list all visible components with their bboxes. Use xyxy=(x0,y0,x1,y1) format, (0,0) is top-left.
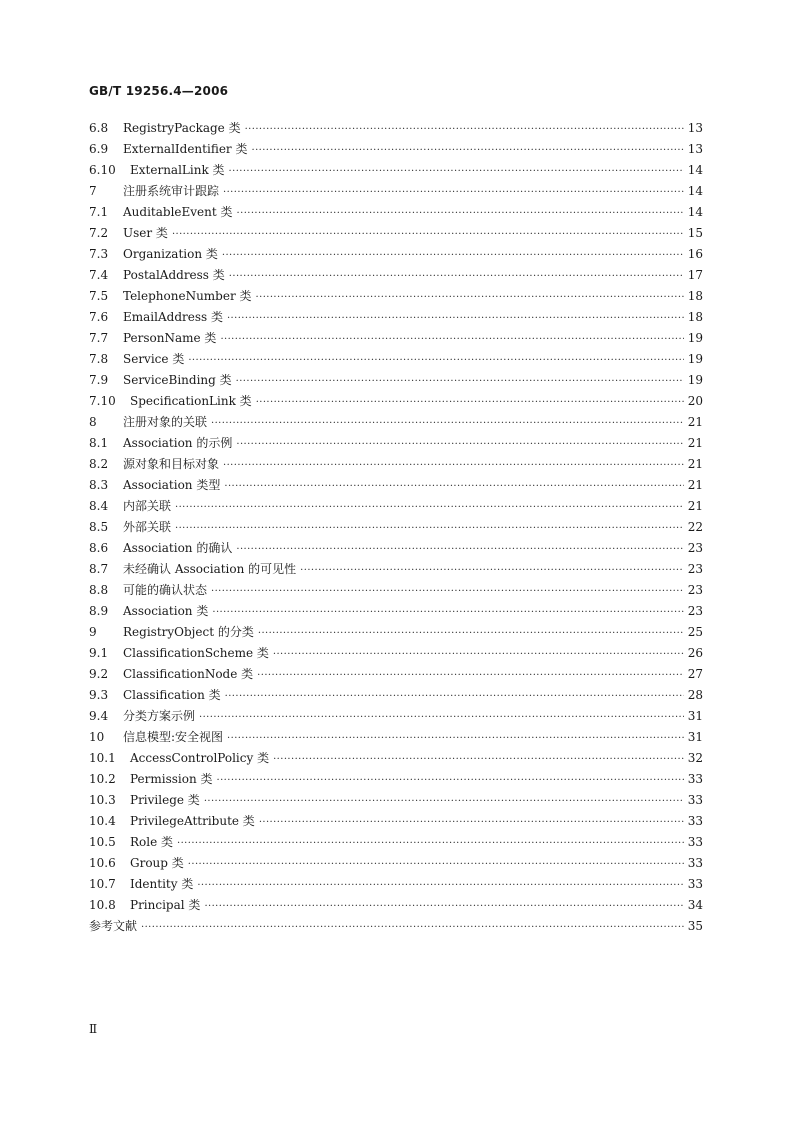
toc-entry xyxy=(89,223,703,244)
toc-entry xyxy=(89,454,703,475)
toc-dot-leader xyxy=(141,917,684,938)
toc-page-number: 26 xyxy=(687,646,703,660)
toc-section-number: 7.4 xyxy=(89,268,109,282)
toc-section-title: ExternalLink 类 xyxy=(130,163,225,177)
toc-page-number: 21 xyxy=(687,478,703,492)
toc-entry xyxy=(89,643,703,664)
toc-page-number: 19 xyxy=(687,373,703,387)
toc-section-title: Principal 类 xyxy=(130,898,201,912)
toc-section-number: 10.7 xyxy=(89,877,116,891)
toc-section-number: 7.1 xyxy=(89,205,109,219)
toc-section-number: 7 xyxy=(89,184,97,198)
toc-section-number: 8 xyxy=(89,415,97,429)
toc-dot-leader xyxy=(273,644,684,665)
toc-section-title: TelephoneNumber 类 xyxy=(123,289,252,303)
toc-dot-leader xyxy=(177,833,684,854)
toc-dot-leader xyxy=(227,728,684,749)
toc-section-title: ExternalIdentifier 类 xyxy=(123,142,248,156)
table-of-contents xyxy=(89,118,703,937)
toc-page-number: 14 xyxy=(687,184,703,198)
toc-page-number: 23 xyxy=(687,562,703,576)
toc-entry xyxy=(89,265,703,286)
toc-entry xyxy=(89,706,703,727)
toc-entry xyxy=(89,811,703,832)
toc-dot-leader xyxy=(223,455,684,476)
toc-section-title: 分类方案示例 xyxy=(123,709,196,723)
toc-section-title: 内部关联 xyxy=(123,499,172,513)
toc-entry xyxy=(89,559,703,580)
toc-dot-leader xyxy=(300,560,684,581)
toc-section-title: SpecificationLink 类 xyxy=(130,394,252,408)
toc-entry xyxy=(89,685,703,706)
toc-section-number: 7.3 xyxy=(89,247,109,261)
toc-section-title: 信息模型:安全视图 xyxy=(123,730,224,744)
toc-section-number: 6.8 xyxy=(89,121,109,135)
toc-page-number: 22 xyxy=(687,520,703,534)
toc-section-number: 6.10 xyxy=(89,163,116,177)
toc-page-number: 27 xyxy=(687,667,703,681)
toc-page-number: 13 xyxy=(687,121,703,135)
toc-section-number: 10.1 xyxy=(89,751,116,765)
toc-page-number: 23 xyxy=(687,604,703,618)
toc-section-title: Association 类型 xyxy=(123,478,221,492)
toc-section-title: Permission 类 xyxy=(130,772,213,786)
toc-section-number: 7.2 xyxy=(89,226,109,240)
toc-page-number: 17 xyxy=(687,268,703,282)
toc-page-number: 15 xyxy=(687,226,703,240)
toc-entry xyxy=(89,307,703,328)
toc-page-number: 33 xyxy=(687,793,703,807)
toc-entry xyxy=(89,139,703,160)
toc-section-number: 10.3 xyxy=(89,793,116,807)
toc-entry xyxy=(89,727,703,748)
toc-page-number: 14 xyxy=(687,205,703,219)
toc-page-number: 23 xyxy=(687,583,703,597)
toc-page-number: 25 xyxy=(687,625,703,639)
toc-page-number: 33 xyxy=(687,772,703,786)
toc-dot-leader xyxy=(236,371,684,392)
toc-section-title: ServiceBinding 类 xyxy=(123,373,232,387)
toc-entry xyxy=(89,412,703,433)
toc-page-number: 35 xyxy=(687,919,703,933)
toc-entry xyxy=(89,790,703,811)
toc-dot-leader xyxy=(256,392,684,413)
toc-section-number: 8.7 xyxy=(89,562,109,576)
toc-dot-leader xyxy=(273,749,684,770)
toc-section-number: 8.3 xyxy=(89,478,109,492)
toc-page-number: 19 xyxy=(687,331,703,345)
toc-section-number: 7.10 xyxy=(89,394,116,408)
toc-section-title: PostalAddress 类 xyxy=(123,268,225,282)
toc-page-number: 14 xyxy=(687,163,703,177)
toc-entry xyxy=(89,664,703,685)
toc-section-title: 外部关联 xyxy=(123,520,172,534)
document-code-header: GB/T 19256.4—2006 xyxy=(89,84,229,98)
toc-page-number: 32 xyxy=(687,751,703,765)
toc-section-title: EmailAddress 类 xyxy=(123,310,223,324)
toc-entry xyxy=(89,517,703,538)
toc-section-number: 8.4 xyxy=(89,499,109,513)
toc-entry xyxy=(89,370,703,391)
toc-entry xyxy=(89,580,703,601)
toc-dot-leader xyxy=(225,686,684,707)
toc-section-title: 注册对象的关联 xyxy=(123,415,208,429)
toc-section-number: 10.8 xyxy=(89,898,116,912)
toc-page-number: 18 xyxy=(687,310,703,324)
toc-section-number: 9.4 xyxy=(89,709,109,723)
toc-dot-leader xyxy=(224,476,683,497)
toc-entry xyxy=(89,748,703,769)
toc-dot-leader xyxy=(217,770,684,791)
toc-section-title: ClassificationScheme 类 xyxy=(123,646,269,660)
toc-section-title: RegistryPackage 类 xyxy=(123,121,241,135)
toc-dot-leader xyxy=(204,791,684,812)
toc-section-title: PrivilegeAttribute 类 xyxy=(130,814,255,828)
toc-section-number: 6.9 xyxy=(89,142,109,156)
toc-section-title: Classification 类 xyxy=(123,688,221,702)
toc-dot-leader xyxy=(236,434,683,455)
toc-section-number: 8.8 xyxy=(89,583,109,597)
toc-entry xyxy=(89,244,703,265)
toc-section-title: 未经确认 Association 的可见性 xyxy=(123,562,297,576)
toc-page-number: 23 xyxy=(687,541,703,555)
toc-page-number: 21 xyxy=(687,436,703,450)
toc-entry xyxy=(89,118,703,139)
toc-entry xyxy=(89,433,703,454)
toc-section-title: AuditableEvent 类 xyxy=(123,205,233,219)
toc-section-number: 10 xyxy=(89,730,105,744)
toc-page-number: 19 xyxy=(687,352,703,366)
toc-dot-leader xyxy=(257,665,684,686)
toc-dot-leader xyxy=(258,623,684,644)
toc-section-number: 10.5 xyxy=(89,835,116,849)
toc-section-title: Organization 类 xyxy=(123,247,218,261)
toc-entry xyxy=(89,475,703,496)
toc-section-title: RegistryObject 的分类 xyxy=(123,625,254,639)
toc-entry xyxy=(89,328,703,349)
toc-dot-leader xyxy=(237,203,684,224)
toc-dot-leader xyxy=(172,224,684,245)
toc-entry xyxy=(89,769,703,790)
toc-entry xyxy=(89,538,703,559)
toc-section-number: 8.1 xyxy=(89,436,109,450)
toc-dot-leader xyxy=(245,119,684,140)
toc-page-number: 13 xyxy=(687,142,703,156)
toc-section-title: 注册系统审计跟踪 xyxy=(123,184,220,198)
toc-dot-leader xyxy=(229,266,684,287)
toc-section-title: ClassificationNode 类 xyxy=(123,667,254,681)
toc-entry xyxy=(89,349,703,370)
toc-entry xyxy=(89,160,703,181)
toc-section-number: 9 xyxy=(89,625,97,639)
toc-dot-leader xyxy=(212,602,683,623)
toc-dot-leader xyxy=(256,287,684,308)
toc-page-number: 28 xyxy=(687,688,703,702)
toc-entry xyxy=(89,496,703,517)
toc-section-number: 7.9 xyxy=(89,373,109,387)
toc-page-number: 34 xyxy=(687,898,703,912)
page-number-footer: Ⅱ xyxy=(89,1022,98,1036)
toc-entry xyxy=(89,622,703,643)
toc-page-number: 20 xyxy=(687,394,703,408)
toc-section-number: 7.8 xyxy=(89,352,109,366)
toc-page-number: 18 xyxy=(687,289,703,303)
toc-section-number: 8.2 xyxy=(89,457,109,471)
toc-entry xyxy=(89,391,703,412)
toc-page-number: 16 xyxy=(687,247,703,261)
toc-page-number: 31 xyxy=(687,730,703,744)
toc-section-number: 9.3 xyxy=(89,688,109,702)
toc-entry xyxy=(89,181,703,202)
toc-entry xyxy=(89,286,703,307)
toc-section-title: Service 类 xyxy=(123,352,185,366)
toc-section-title: 参考文献 xyxy=(89,919,138,933)
toc-dot-leader xyxy=(236,539,683,560)
toc-dot-leader xyxy=(211,413,684,434)
toc-section-number: 7.6 xyxy=(89,310,109,324)
toc-entry xyxy=(89,916,703,937)
toc-dot-leader xyxy=(220,329,683,350)
toc-section-title: Association 的确认 xyxy=(123,541,233,555)
toc-section-title: Privilege 类 xyxy=(130,793,200,807)
toc-section-number: 9.1 xyxy=(89,646,109,660)
toc-dot-leader xyxy=(259,812,684,833)
toc-entry xyxy=(89,832,703,853)
toc-dot-leader xyxy=(227,308,684,329)
toc-dot-leader xyxy=(188,854,684,875)
toc-section-title: Identity 类 xyxy=(130,877,194,891)
toc-page-number: 21 xyxy=(687,499,703,513)
toc-page-number: 33 xyxy=(687,856,703,870)
toc-entry xyxy=(89,874,703,895)
toc-section-title: Role 类 xyxy=(130,835,174,849)
toc-section-number: 10.4 xyxy=(89,814,116,828)
toc-dot-leader xyxy=(223,182,684,203)
toc-section-title: PersonName 类 xyxy=(123,331,217,345)
toc-section-number: 10.2 xyxy=(89,772,116,786)
toc-section-number: 10.6 xyxy=(89,856,116,870)
toc-section-number: 9.2 xyxy=(89,667,109,681)
toc-dot-leader xyxy=(188,350,683,371)
toc-entry xyxy=(89,853,703,874)
toc-section-number: 7.5 xyxy=(89,289,109,303)
toc-entry xyxy=(89,202,703,223)
toc-page-number: 21 xyxy=(687,415,703,429)
toc-dot-leader xyxy=(229,161,684,182)
toc-section-title: User 类 xyxy=(123,226,168,240)
toc-section-number: 8.6 xyxy=(89,541,109,555)
toc-dot-leader xyxy=(222,245,684,266)
toc-section-title: Association 的示例 xyxy=(123,436,233,450)
toc-dot-leader xyxy=(204,896,683,917)
toc-page-number: 33 xyxy=(687,835,703,849)
toc-dot-leader xyxy=(199,707,684,728)
toc-dot-leader xyxy=(197,875,683,896)
toc-section-title: AccessControlPolicy 类 xyxy=(130,751,270,765)
toc-dot-leader xyxy=(175,518,684,539)
toc-section-title: 可能的确认状态 xyxy=(123,583,208,597)
toc-section-number: 8.5 xyxy=(89,520,109,534)
toc-page-number: 31 xyxy=(687,709,703,723)
toc-dot-leader xyxy=(211,581,684,602)
toc-page-number: 33 xyxy=(687,877,703,891)
toc-entry xyxy=(89,895,703,916)
toc-section-title: Association 类 xyxy=(123,604,209,618)
toc-section-title: Group 类 xyxy=(130,856,184,870)
toc-entry xyxy=(89,601,703,622)
toc-page-number: 33 xyxy=(687,814,703,828)
toc-section-title: 源对象和目标对象 xyxy=(123,457,220,471)
toc-dot-leader xyxy=(175,497,684,518)
toc-page-number: 21 xyxy=(687,457,703,471)
toc-section-number: 7.7 xyxy=(89,331,109,345)
toc-section-number: 8.9 xyxy=(89,604,109,618)
toc-dot-leader xyxy=(251,140,683,161)
